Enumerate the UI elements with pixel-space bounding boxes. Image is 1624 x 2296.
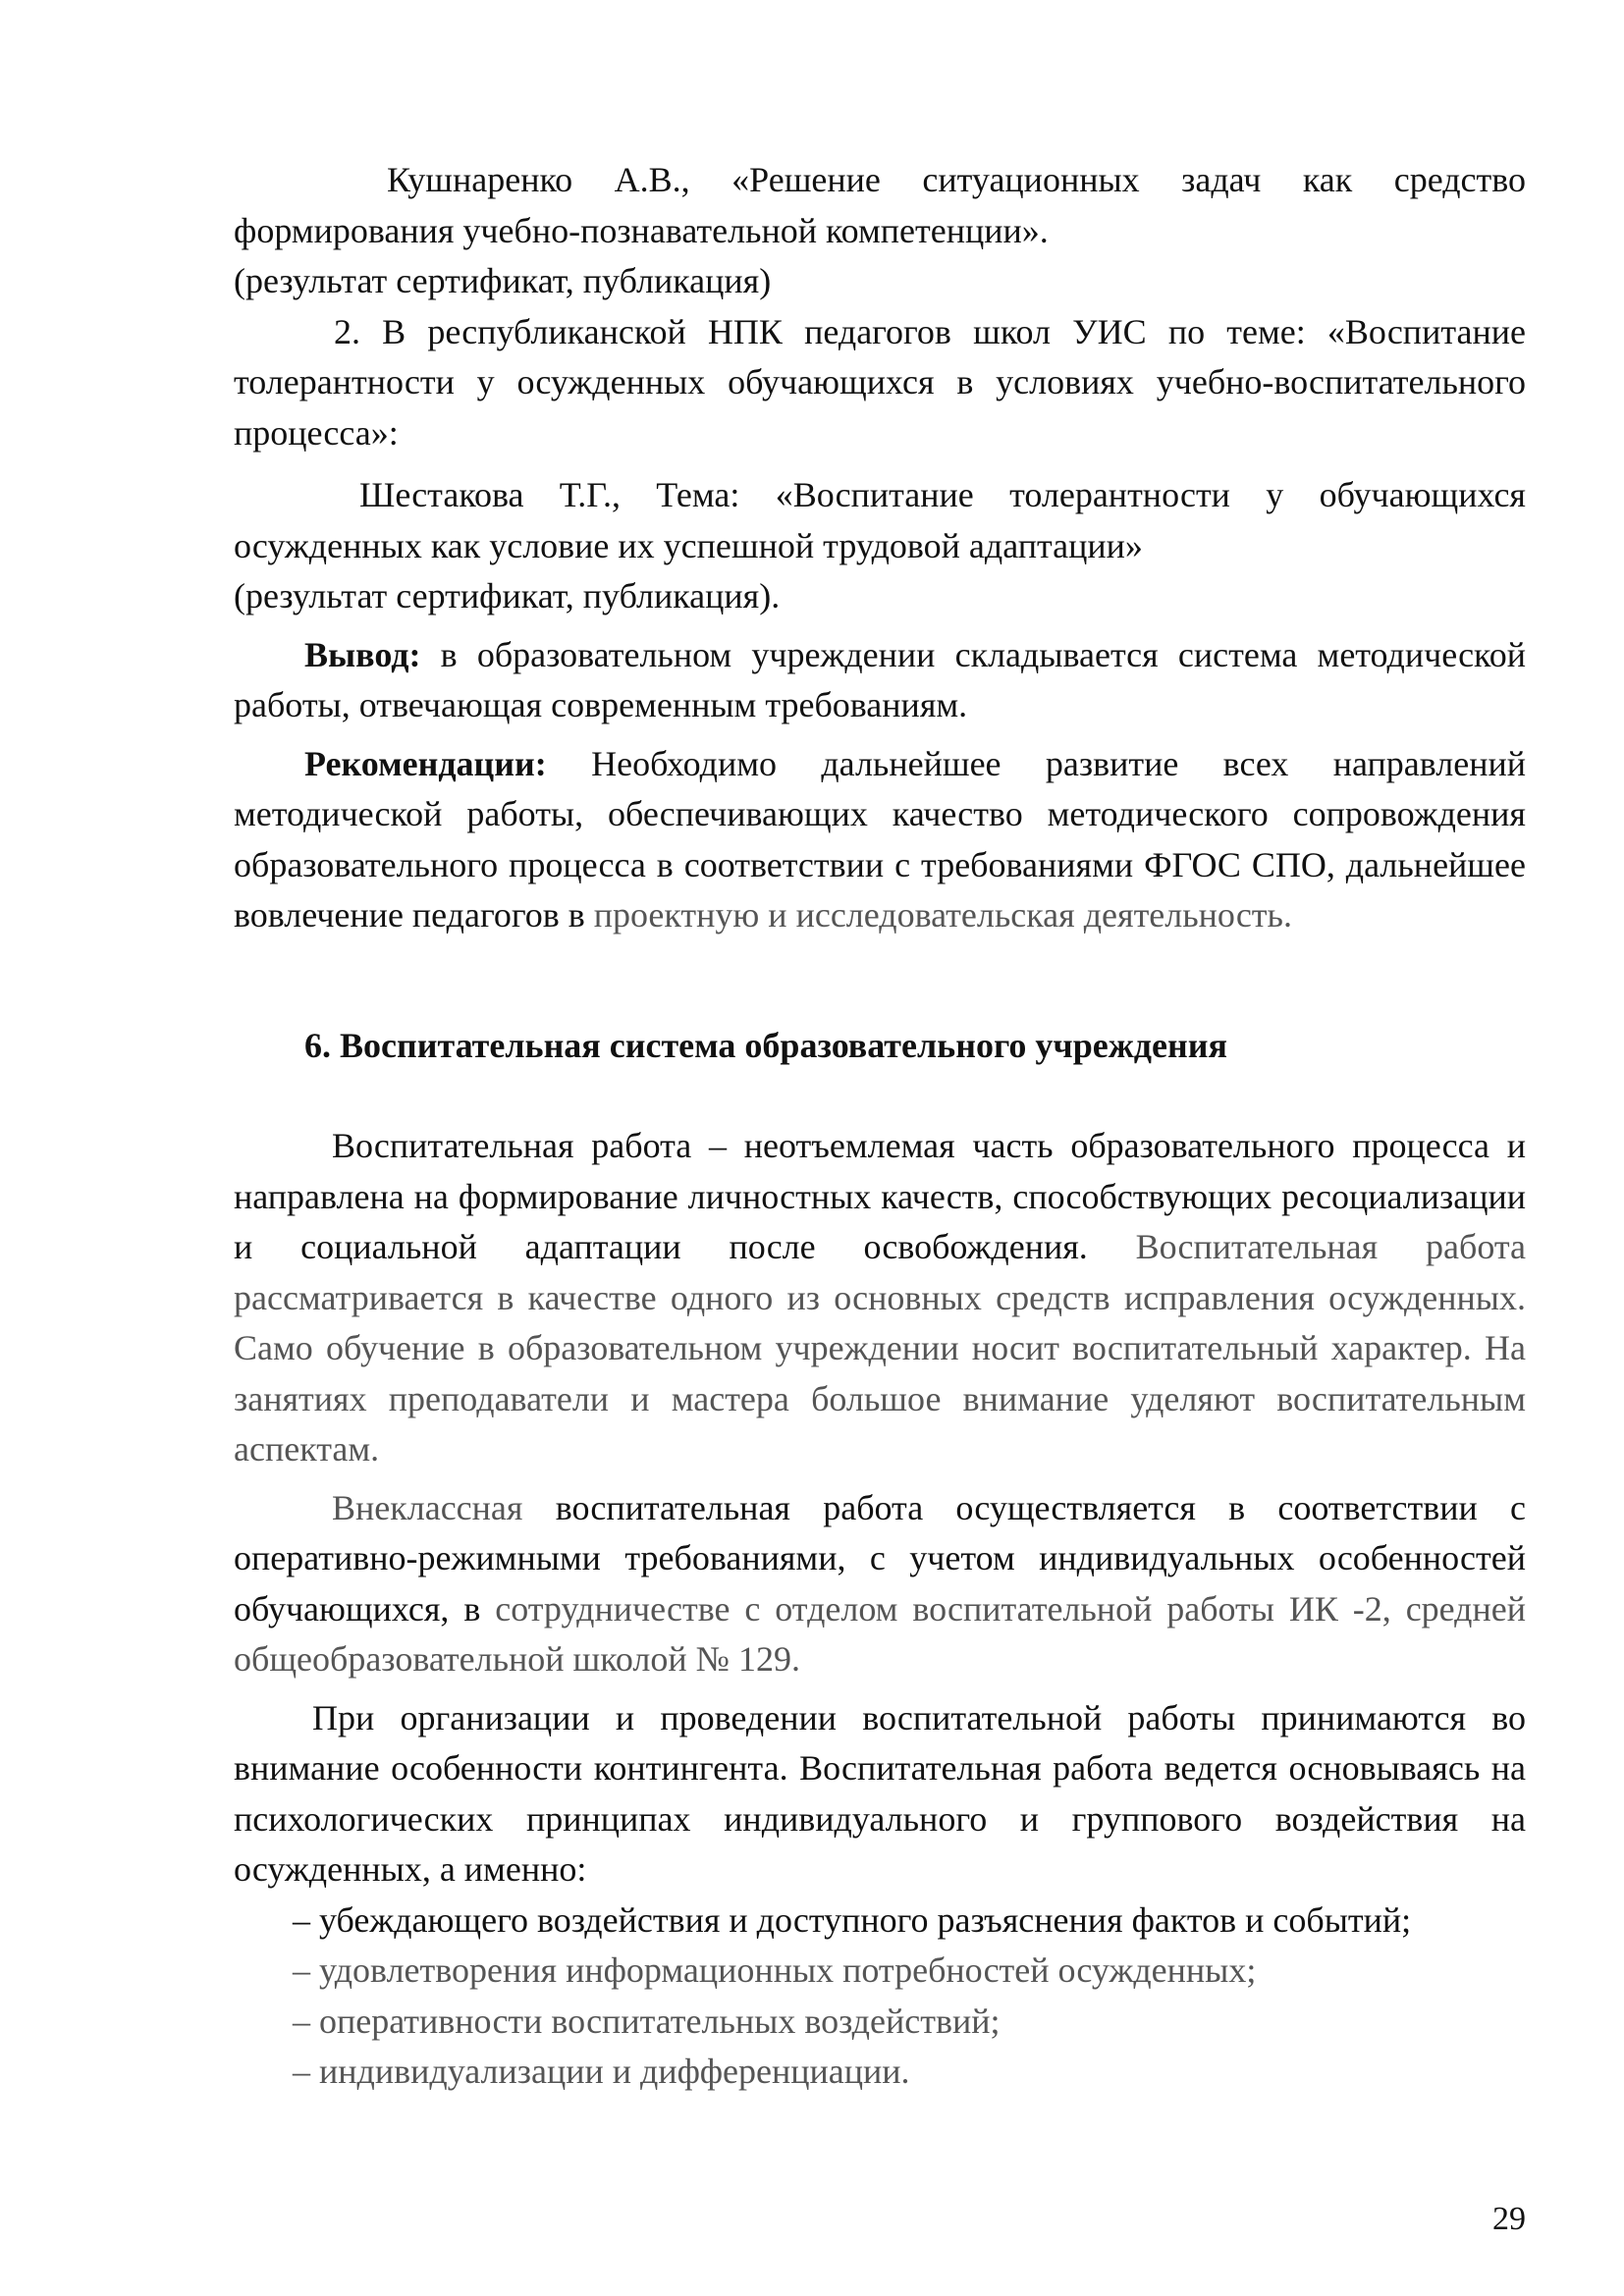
recommendations-text: Необходимо дальнейшее развитие всех направлений методической работы, обеспечивающих качество методического сопровождения образовательного процесса в соответствии с требованиями ФГОС СПО, дальнейшее вовлечение педагогов в — [234, 743, 1527, 934]
paragraph-extracurricular — [234, 1483, 1526, 1685]
list-item: – оперативности воспитательных воздействий; — [293, 2001, 1001, 2041]
paragraph-text: Шестакова Т.Г., Тема: «Воспитание толерантности у обучающихся осужденных как условие их успешной трудовой адаптации» — [234, 475, 1526, 565]
paragraph-text: Кушнаренко А.В., «Решение ситуационных задач как средство формирования учебно-познавательной компетенции». — [234, 160, 1526, 250]
list-item: – удовлетворения информационных потребностей осужденных; — [293, 1950, 1257, 1990]
paragraph-text-grey: Внеклассная — [332, 1487, 523, 1527]
paragraph-text-grey: Воспитательная работа рассматривается в качестве одного из основных средств исправления осужденных. Само обучение в образовательном учреждении носит воспитательный характер. На занятиях преподаватели и мастера большое внимание уделяют воспитательным аспектам. — [234, 1227, 1526, 1468]
paragraph-text: (результат сертификат, публикация) — [234, 261, 772, 300]
principles-list — [234, 1896, 1526, 2098]
section-heading-block — [234, 1021, 1526, 1072]
paragraph-educational-work — [234, 1121, 1526, 1475]
block-methodical-work — [234, 155, 1526, 941]
conclusion-text: в образовательном учреждении складывается система методической работы, отвечающая современным требованиям. — [234, 634, 1526, 724]
paragraph-text: (результат сертификат, публикация). — [234, 576, 781, 615]
block-educational-system — [234, 1121, 1526, 2098]
list-item: – индивидуализации и дифференциации. — [293, 2052, 910, 2091]
paragraph-recommendations — [234, 739, 1526, 941]
page-number: 29 — [1492, 2201, 1526, 2237]
paragraph-kushnarenko — [234, 155, 1526, 307]
paragraph-conference — [234, 307, 1526, 459]
paragraph-conclusion — [234, 630, 1526, 731]
paragraph-text: 2. В республиканской НПК педагогов школ УИС по теме: «Воспитание толерантности у осужденных обучающихся в условиях учебно-воспитательного процесса»: — [234, 311, 1526, 453]
paragraph-shestakova — [234, 470, 1526, 622]
conclusion-label: Вывод: — [304, 634, 421, 674]
recommendations-text-grey: проектную и исследовательская деятельность. — [593, 895, 1292, 934]
recommendations-label: Рекомендации: — [304, 743, 547, 783]
paragraph-text-grey: сотрудничестве с отделом воспитательной работы ИК -2, средней общеобразовательной школой № 129. — [234, 1588, 1527, 1679]
paragraph-principles — [234, 1693, 1526, 1896]
list-item: – убеждающего воздействия и доступного разъяснения фактов и событий; — [293, 1899, 1412, 1940]
section-heading: 6. Воспитательная система образовательного учреждения — [304, 1026, 1227, 1065]
paragraph-text: При организации и проведении воспитательной работы принимаются во внимание особенности контингента. Воспитательная работа ведется основываясь на психологических принципах индивидуального и группового воздействия на осужденных, а именно: — [234, 1697, 1526, 1889]
paragraph-text: Воспитательная работа – неотъемлемая часть образовательного процесса и направлена на формирование личностных качеств, способствующих ресоциализации и социальной адаптации после освобождения. — [234, 1126, 1526, 1266]
paragraph-text: воспитательная работа осуществляется в соответствии с оперативно-режимными требованиями, с учетом индивидуальных особенностей обучающихся, в — [234, 1487, 1527, 1629]
